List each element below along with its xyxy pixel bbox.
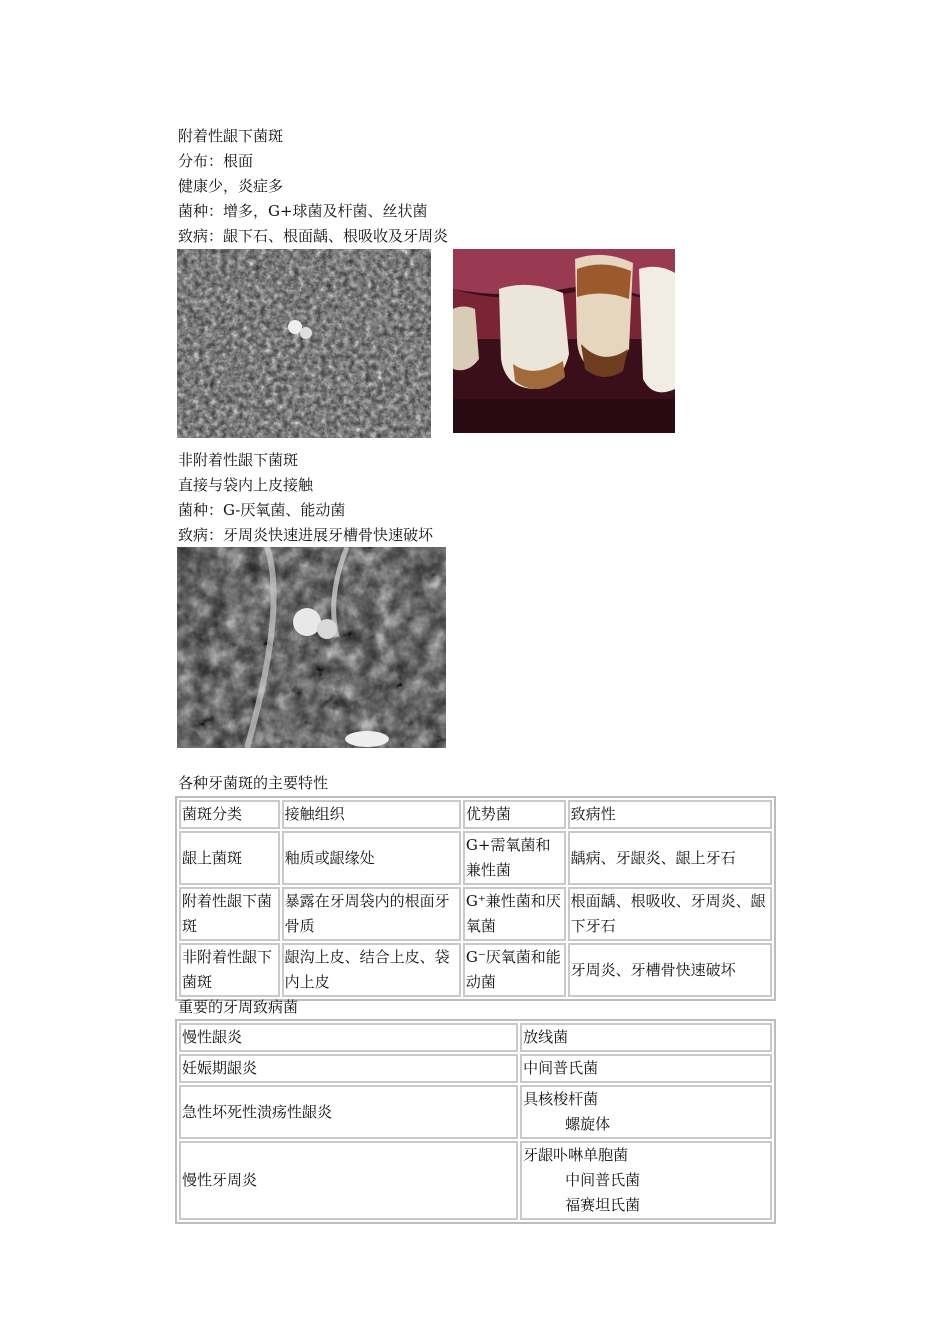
heading-attached-subgingival-plaque: 附着性龈下菌斑 <box>178 127 284 145</box>
bacteria-name: 放线菌 <box>523 1028 569 1046</box>
text-health: 健康少，炎症多 <box>178 177 284 195</box>
bacteria-name: 中间普氏菌 <box>565 1171 641 1189</box>
text-distribution: 分布：根面 <box>178 152 254 170</box>
bacteria-name: 具核梭杆菌 <box>523 1090 599 1108</box>
bacteria-name: 螺旋体 <box>565 1115 611 1133</box>
table-cell: 暴露在牙周袋内的根面牙骨质 <box>282 887 461 941</box>
bacteria-name: 福赛坦氏菌 <box>565 1196 641 1214</box>
bacteria-cell <box>520 1141 772 1220</box>
table-cell: G⁺兼性菌和厌氧菌 <box>463 887 566 941</box>
header-cell: 致病性 <box>568 800 772 829</box>
bacteria-cell <box>520 1085 772 1139</box>
bacteria-name: 中间普氏菌 <box>523 1059 599 1077</box>
table-cell: 龈沟上皮、结合上皮、袋内上皮 <box>282 943 461 997</box>
table-cell: 釉质或龈缘处 <box>282 831 461 885</box>
table-row <box>179 1141 772 1220</box>
sem-unattached-plaque-image <box>177 547 446 748</box>
table-cell: 牙周炎、牙槽骨快速破坏 <box>568 943 772 997</box>
bacteria-cell <box>520 1054 772 1083</box>
heading-unattached-subgingival-plaque: 非附着性龈下菌斑 <box>178 451 299 469</box>
table-cell: 龋病、牙龈炎、龈上牙石 <box>568 831 772 885</box>
plaque-characteristics-table <box>175 796 776 1001</box>
table2-caption: 重要的牙周致病菌 <box>178 998 299 1016</box>
table-cell: 龈上菌斑 <box>179 831 280 885</box>
disease-cell: 急性坏死性溃疡性龈炎 <box>179 1085 518 1139</box>
table-cell: 非附着性龈下菌斑 <box>179 943 280 997</box>
table-cell: 附着性龈下菌斑 <box>179 887 280 941</box>
text-pathogenicity-2: 致病：牙周炎快速进展牙槽骨快速破坏 <box>178 526 434 544</box>
table-row <box>179 1054 772 1083</box>
table-row <box>179 1085 772 1139</box>
table-row <box>179 1023 772 1052</box>
bacteria-cell <box>520 1023 772 1052</box>
text-species: 菌种：增多，G+球菌及杆菌、丝状菌 <box>178 202 428 220</box>
header-cell: 接触组织 <box>282 800 461 829</box>
table-row <box>179 831 772 885</box>
periodontal-pathogens-table <box>175 1019 776 1224</box>
table-row <box>179 887 772 941</box>
header-cell: 优势菌 <box>463 800 566 829</box>
disease-cell: 慢性龈炎 <box>179 1023 518 1052</box>
table-header-row <box>179 800 772 829</box>
tooth-photo-image <box>453 249 675 433</box>
table-cell: G⁻厌氧菌和能动菌 <box>463 943 566 997</box>
table-cell: G+需氧菌和兼性菌 <box>463 831 566 885</box>
text-pathogenicity: 致病：龈下石、根面龋、根吸收及牙周炎 <box>178 227 449 245</box>
table-row <box>179 943 772 997</box>
header-cell: 菌斑分类 <box>179 800 280 829</box>
sem-plaque-image <box>177 249 431 438</box>
disease-cell: 慢性牙周炎 <box>179 1141 518 1220</box>
table-cell: 根面龋、根吸收、牙周炎、龈下牙石 <box>568 887 772 941</box>
table1-caption: 各种牙菌斑的主要特性 <box>178 774 329 792</box>
bacteria-name: 牙龈卟啉单胞菌 <box>523 1146 629 1164</box>
disease-cell: 妊娠期龈炎 <box>179 1054 518 1083</box>
text-contact: 直接与袋内上皮接触 <box>178 476 314 494</box>
text-species-2: 菌种：G-厌氧菌、能动菌 <box>178 501 346 519</box>
